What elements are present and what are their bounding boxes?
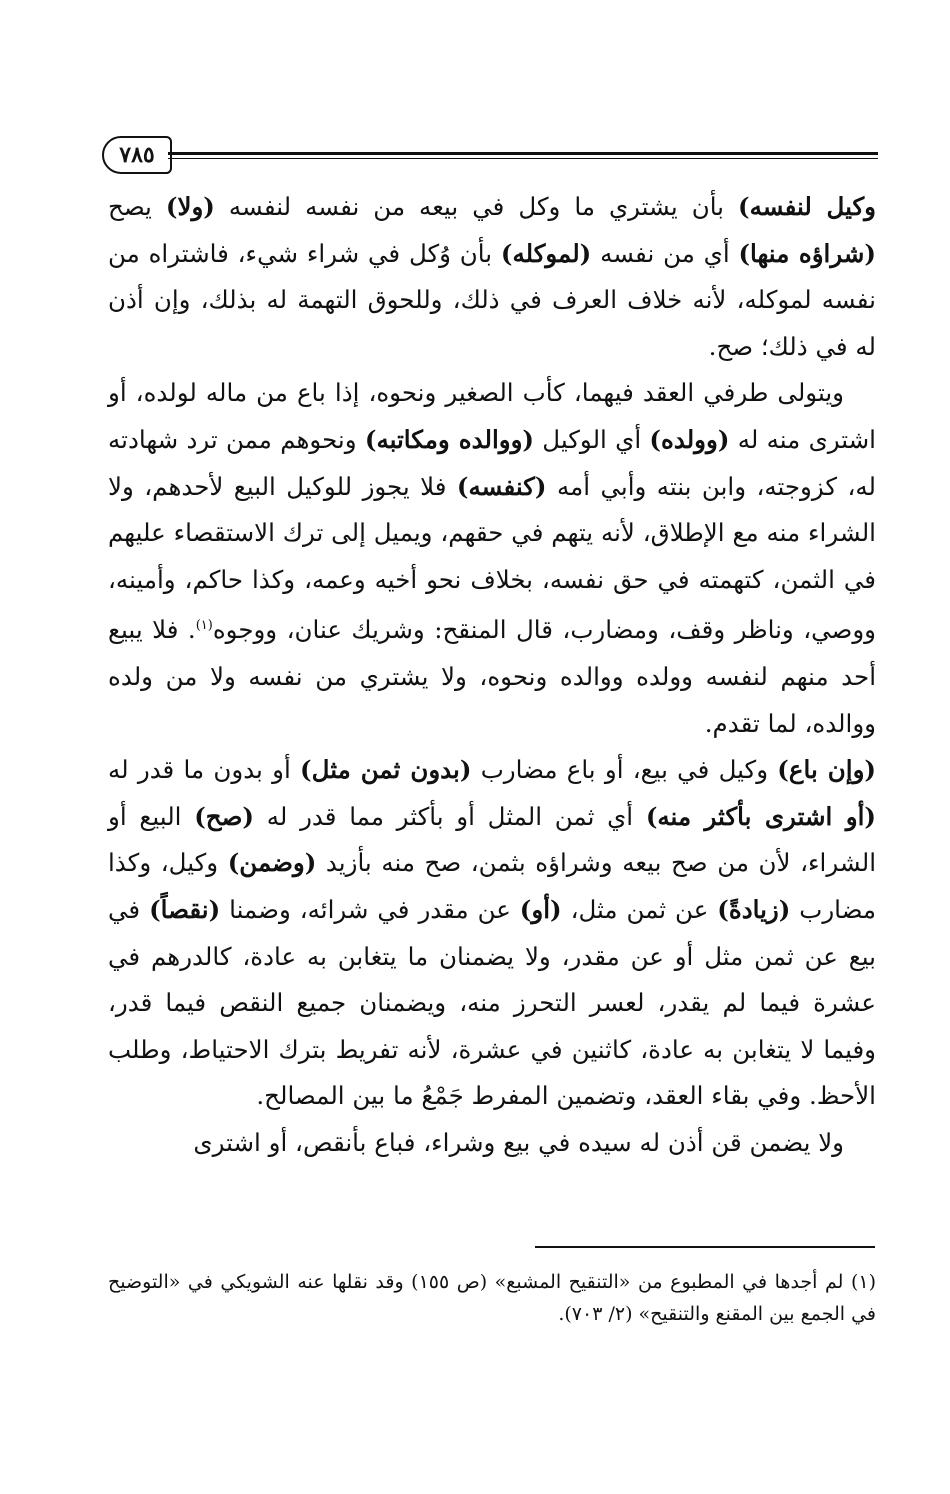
text-segment: في بيع عن ثمن مثل أو عن مقدر، ولا يضمنان ما يتغابن به عادة، كالدرهم في عشرة فيما لم يقدر، لعسر التحرز منه، ويضمنان جميع النقص فيما قدر، وفيما لا يتغابن به عادة، كاثنين في عشرة، لأنه تفريط بترك الاحتياط، وطلب الأحظ. وفي بقاء العقد، وتضمين المفرط جَمْعُ ما بين المصالح. xyxy=(108,895,876,1111)
bold-segment: (أو) xyxy=(519,895,562,925)
bold-segment: (بدون ثمن مثل) xyxy=(300,755,472,785)
text-segment: . فلا يبيع أحد منهم لنفسه وولده ووالده ونحوه، ولا يشتري من نفسه ولا من ولده ووالده، لما تقدم. xyxy=(108,615,876,738)
bold-segment: (صح) xyxy=(194,801,255,831)
page-number: ٧٨٥ xyxy=(102,136,172,174)
text-segment: فلا يجوز للوكيل البيع لأحدهم، ولا الشراء منه مع الإطلاق، لأنه يتهم في حقهم، ويميل إلى ترك الاستقصاء عليهم في الثمن، كتهمته في حق نفسه، بخلاف نحو أخيه وعمه، وكذا حاكم، وأمينه، ووصي، وناظر وقف، ومضارب، قال المنقح: وشريك عنان، ووجوه xyxy=(108,471,876,645)
bold-segment: (كنفسه) xyxy=(456,471,547,501)
text-segment: وكيل في بيع، أو باع مضارب xyxy=(471,755,778,785)
footnote xyxy=(108,1266,876,1330)
bold-segment: (ووالده ومكاتبه) xyxy=(364,424,535,454)
bold-segment: (نقصاً) xyxy=(149,895,221,925)
paragraph xyxy=(108,184,876,370)
footnote-separator xyxy=(535,1246,875,1248)
footnote-marker: (١) xyxy=(195,618,213,634)
text-segment: بأن وُكل في شراء شيء، فاشتراه من نفسه لموكله، لأنه خلاف العرف في ذلك، وللحوق التهمة له بذلك، وإن أذن له في ذلك؛ صح. xyxy=(108,238,876,361)
text-segment: عن مقدر في شرائه، وضمنا xyxy=(220,895,520,925)
text-segment: أي الوكيل xyxy=(534,424,650,454)
text-segment: عن ثمن مثل، xyxy=(561,895,718,925)
text-segment: أي ثمن المثل أو بأكثر مما قدر له xyxy=(254,801,646,831)
text-segment: بأن يشتري ما وكل في بيعه من نفسه لنفسه xyxy=(214,192,738,221)
paragraph xyxy=(108,1120,876,1167)
header-rule-thick xyxy=(168,152,878,155)
text-segment: يصح xyxy=(108,192,166,221)
bold-segment: (زيادةً) xyxy=(717,895,791,925)
bold-segment: (وولده) xyxy=(649,424,730,454)
text-segment: أو بدون ما قدر له xyxy=(108,755,301,785)
bold-segment: (وضمن) xyxy=(227,848,317,878)
text-segment: البيع أو الشراء، لأن من صح بيعه وشراؤه بثمن، صح منه بأزيد xyxy=(108,801,876,878)
text-segment: وكيل، وكذا مضارب xyxy=(108,848,876,925)
header-rule-thin xyxy=(168,158,878,159)
paragraph xyxy=(108,747,876,1120)
bold-segment: (أو اشترى بأكثر منه) xyxy=(645,801,876,831)
text-segment: ولا يضمن قن أذن له سيده في بيع وشراء، فباع بأنقص، أو اشترى xyxy=(193,1128,844,1158)
text-segment: ويتولى طرفي العقد فيهما، كأب الصغير ونحوه، إذا باع من ماله لولده، أو اشترى منه له xyxy=(108,378,876,454)
bold-segment: وكيل لنفسه) xyxy=(737,192,876,221)
bold-segment: (وإن باع) xyxy=(777,755,877,785)
page-header xyxy=(102,136,878,176)
text-segment: أي من نفسه xyxy=(591,238,739,268)
bold-segment: (ولا) xyxy=(165,192,215,221)
footnote-1: (١) لم أجدها في المطبوع من «التنقيح المشبع» (ص ١٥٥) وقد نقلها عنه الشويكي في «التوضيح في الجمع بين المقنع والتنقيح» (٢/ ٧٠٣). xyxy=(108,1271,876,1325)
body-text xyxy=(108,184,876,1167)
text-segment: ونحوهم ممن ترد شهادته له، كزوجته، وابن بنته وأبي أمه xyxy=(108,424,876,501)
bold-segment: (شراؤه منها) xyxy=(738,238,876,268)
paragraph xyxy=(108,370,876,747)
bold-segment: (لموكله) xyxy=(500,238,592,268)
